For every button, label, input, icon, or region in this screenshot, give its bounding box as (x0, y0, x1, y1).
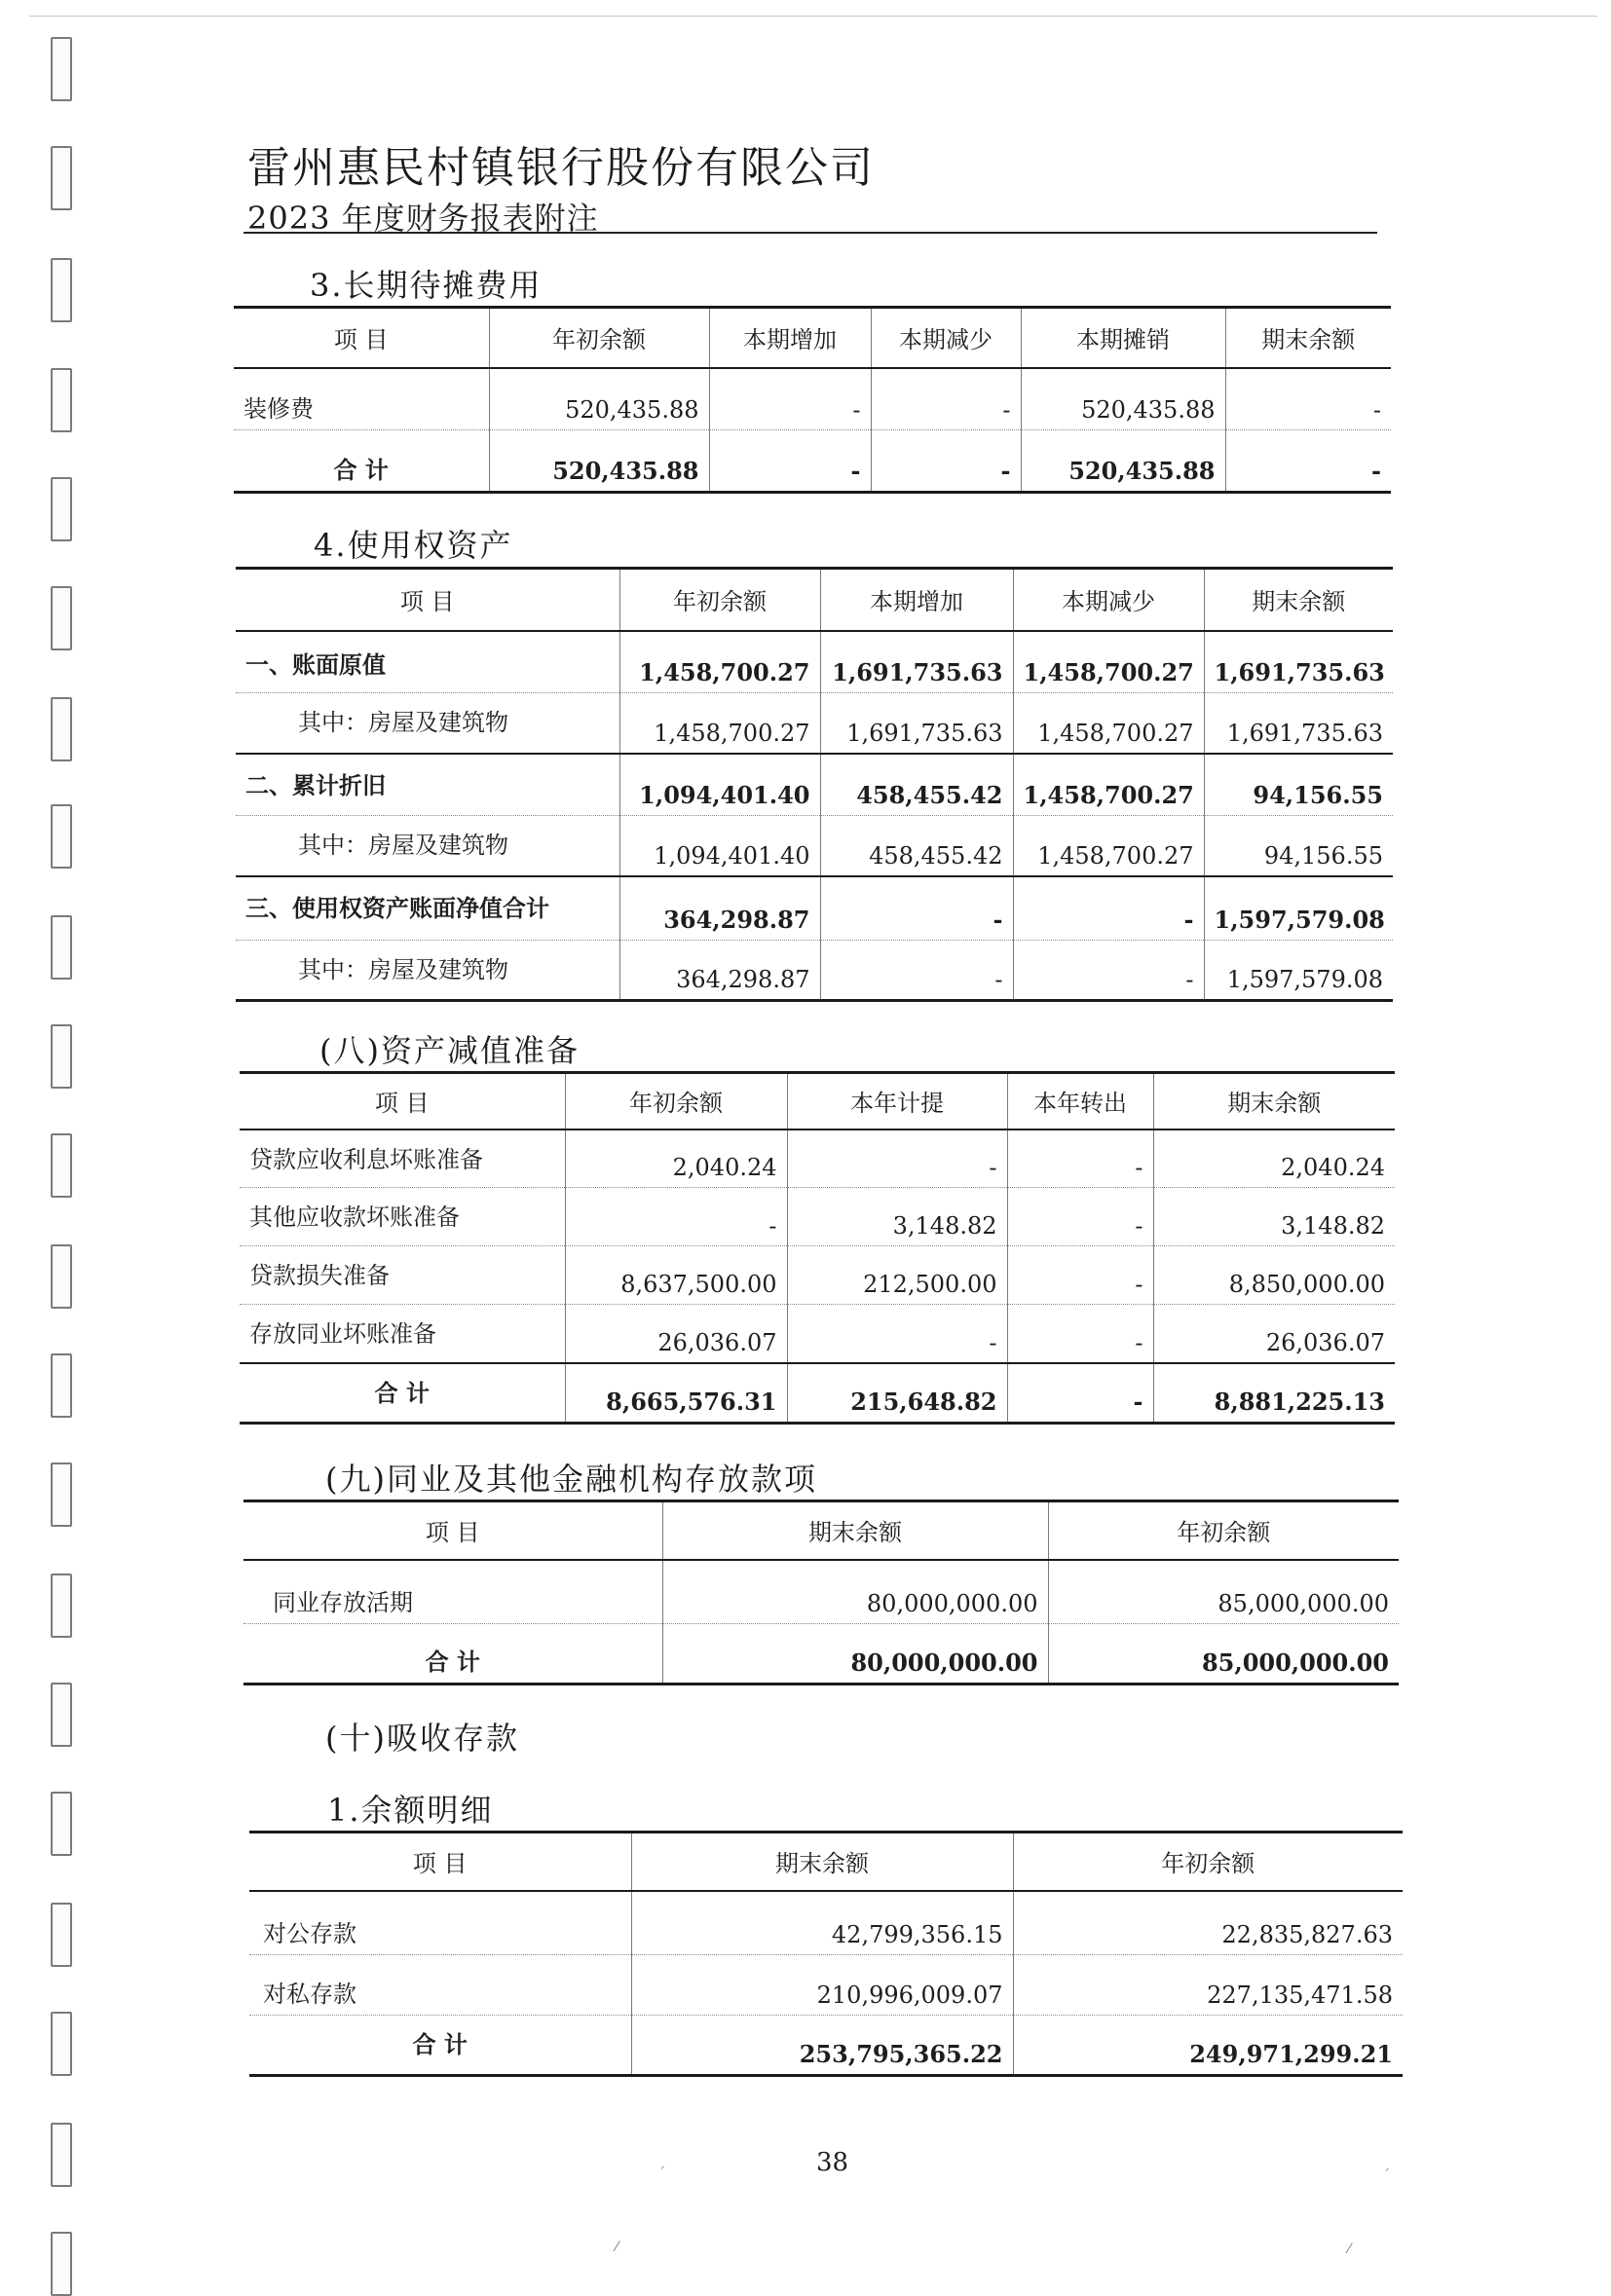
cell-value: 80,000,000.00 (662, 1624, 1048, 1685)
row-label: 其中：房屋及建筑物 (236, 693, 619, 754)
cell-value: 1,458,700.27 (619, 631, 820, 693)
row-label: 对私存款 (249, 1955, 631, 2016)
table-long-term-prepaid (234, 306, 1391, 494)
cell-value: 1,458,700.27 (619, 693, 820, 754)
row-label: 合 计 (244, 1624, 662, 1685)
col-header: 本期增加 (709, 308, 871, 368)
row-label: 装修费 (234, 368, 489, 430)
table-row (249, 1891, 1403, 1955)
col-header: 本期减少 (1013, 569, 1204, 631)
cell-value: 94,156.55 (1204, 816, 1393, 876)
binding-hole (51, 1463, 72, 1527)
cell-value: - (709, 430, 871, 493)
row-label: 其中：房屋及建筑物 (236, 816, 619, 876)
cell-value: 458,455.42 (820, 754, 1013, 816)
col-header: 期末余额 (662, 1501, 1048, 1560)
cell-value: 8,850,000.00 (1153, 1246, 1395, 1305)
row-label: 对公存款 (249, 1891, 631, 1955)
col-header: 本期减少 (871, 308, 1021, 368)
col-header: 年初余额 (1048, 1501, 1399, 1560)
total-row (240, 1363, 1395, 1424)
cell-value: - (565, 1188, 787, 1246)
table-row (236, 631, 1393, 693)
table-row (240, 1188, 1395, 1246)
binding-hole (51, 697, 72, 761)
col-header: 项 目 (240, 1073, 565, 1129)
row-label: 贷款损失准备 (240, 1246, 565, 1305)
cell-value: - (820, 876, 1013, 941)
cell-value: - (1225, 368, 1391, 430)
table-row (236, 941, 1393, 1001)
section-title-right-of-use-assets: 4.使用权资产 (314, 527, 513, 564)
cell-value: 227,135,471.58 (1013, 1955, 1403, 2016)
cell-value: 1,094,401.40 (619, 816, 820, 876)
binding-hole (51, 1133, 72, 1198)
row-label: 贷款应收利息坏账准备 (240, 1129, 565, 1188)
cell-value: 458,455.42 (820, 816, 1013, 876)
cell-value: 1,458,700.27 (1013, 631, 1204, 693)
cell-value: - (1007, 1363, 1153, 1424)
cell-value: 80,000,000.00 (662, 1560, 1048, 1624)
row-label: 一、账面原值 (236, 631, 619, 693)
table-row (236, 693, 1393, 754)
binding-hole (51, 477, 72, 541)
cell-value: 520,435.88 (1021, 368, 1225, 430)
cell-value: 520,435.88 (489, 368, 709, 430)
cell-value: 85,000,000.00 (1048, 1624, 1399, 1685)
cell-value: 22,835,827.63 (1013, 1891, 1403, 1955)
table-row (236, 816, 1393, 876)
cell-value: 520,435.88 (1021, 430, 1225, 493)
cell-value: 8,881,225.13 (1153, 1363, 1395, 1424)
row-label: 二、累计折旧 (236, 754, 619, 816)
binding-hole (51, 804, 72, 869)
cell-value: 8,665,576.31 (565, 1363, 787, 1424)
cell-value: 210,996,009.07 (631, 1955, 1013, 2016)
col-header: 期末余额 (1153, 1073, 1395, 1129)
col-header: 本年计提 (787, 1073, 1007, 1129)
binding-hole (51, 368, 72, 432)
cell-value: 212,500.00 (787, 1246, 1007, 1305)
table-deposit-balances (249, 1831, 1403, 2077)
row-label: 同业存放活期 (244, 1560, 662, 1624)
binding-hole (51, 146, 72, 210)
table-row (240, 1129, 1395, 1188)
total-row (249, 2016, 1403, 2076)
scan-mark: ˊ (658, 2166, 665, 2181)
cell-value: 253,795,365.22 (631, 2016, 1013, 2076)
cell-value: 1,691,735.63 (820, 631, 1013, 693)
cell-value: - (1007, 1305, 1153, 1363)
cell-value: 1,458,700.27 (1013, 693, 1204, 754)
col-header: 项 目 (236, 569, 619, 631)
section-title-long-term-prepaid: 3.长期待摊费用 (310, 267, 543, 304)
cell-value: - (871, 430, 1021, 493)
scan-mark: ⁄ (1348, 2241, 1351, 2257)
header-rule (244, 232, 1377, 234)
table-right-of-use-assets (236, 567, 1393, 1002)
cell-value: - (1007, 1246, 1153, 1305)
cell-value: - (709, 368, 871, 430)
cell-value: 520,435.88 (489, 430, 709, 493)
cell-value: 1,458,700.27 (1013, 754, 1204, 816)
cell-value: - (787, 1305, 1007, 1363)
table-row (244, 1560, 1399, 1624)
cell-value: 3,148.82 (787, 1188, 1007, 1246)
binding-hole (51, 586, 72, 650)
row-label: 其他应收款坏账准备 (240, 1188, 565, 1246)
cell-value: - (1225, 430, 1391, 493)
scan-mark: ˊ (1383, 2167, 1390, 2183)
table-row (236, 876, 1393, 941)
col-header: 项 目 (249, 1833, 631, 1891)
cell-value: - (1007, 1188, 1153, 1246)
cell-value: 215,648.82 (787, 1363, 1007, 1424)
cell-value: 26,036.07 (1153, 1305, 1395, 1363)
cell-value: 2,040.24 (565, 1129, 787, 1188)
cell-value: 42,799,356.15 (631, 1891, 1013, 1955)
cell-value: 1,597,579.08 (1204, 876, 1393, 941)
total-row (234, 430, 1391, 493)
cell-value: 1,691,735.63 (1204, 693, 1393, 754)
binding-hole (51, 2232, 72, 2296)
total-row (244, 1624, 1399, 1685)
cell-value: 94,156.55 (1204, 754, 1393, 816)
row-label: 其中：房屋及建筑物 (236, 941, 619, 1001)
col-header: 项 目 (244, 1501, 662, 1560)
binding-hole (51, 1574, 72, 1638)
table-impairment (240, 1071, 1395, 1425)
scan-top-edge (29, 16, 1597, 17)
cell-value: 1,691,735.63 (1204, 631, 1393, 693)
row-label: 三、使用权资产账面净值合计 (236, 876, 619, 941)
cell-value: 8,637,500.00 (565, 1246, 787, 1305)
cell-value: 3,148.82 (1153, 1188, 1395, 1246)
scan-mark: ⁄ (616, 2240, 618, 2255)
binding-hole (51, 1244, 72, 1309)
page-number: 38 (816, 2148, 849, 2177)
company-name: 雷州惠民村镇银行股份有限公司 (247, 143, 875, 193)
table-row (234, 368, 1391, 430)
col-header: 期末余额 (1225, 308, 1391, 368)
col-header: 年初余额 (489, 308, 709, 368)
row-label: 合 计 (234, 430, 489, 493)
cell-value: - (1013, 876, 1204, 941)
cell-value: 1,094,401.40 (619, 754, 820, 816)
binding-hole (51, 1903, 72, 1967)
table-interbank-deposits (244, 1500, 1399, 1685)
cell-value: 249,971,299.21 (1013, 2016, 1403, 2076)
binding-hole (51, 2012, 72, 2076)
table-row (240, 1305, 1395, 1363)
col-header: 本期摊销 (1021, 308, 1225, 368)
col-header: 期末余额 (1204, 569, 1393, 631)
col-header: 项 目 (234, 308, 489, 368)
binding-hole (51, 1683, 72, 1747)
col-header: 期末余额 (631, 1833, 1013, 1891)
col-header: 年初余额 (1013, 1833, 1403, 1891)
binding-holes (43, 0, 82, 2278)
binding-hole (51, 1353, 72, 1418)
row-label: 合 计 (249, 2016, 631, 2076)
row-label: 存放同业坏账准备 (240, 1305, 565, 1363)
col-header: 本期增加 (820, 569, 1013, 631)
cell-value: 1,691,735.63 (820, 693, 1013, 754)
col-header: 年初余额 (619, 569, 820, 631)
cell-value: 1,597,579.08 (1204, 941, 1393, 1001)
binding-hole (51, 915, 72, 980)
cell-value: 26,036.07 (565, 1305, 787, 1363)
table-row (249, 1955, 1403, 2016)
section-title-deposits: (十)吸收存款 (325, 1720, 519, 1757)
section-title-balance-details: 1.余额明细 (327, 1792, 494, 1829)
cell-value: - (1007, 1129, 1153, 1188)
binding-hole (51, 1024, 72, 1089)
binding-hole (51, 258, 72, 322)
table-row (236, 754, 1393, 816)
cell-value: 364,298.87 (619, 876, 820, 941)
table-row (240, 1246, 1395, 1305)
col-header: 本年转出 (1007, 1073, 1153, 1129)
binding-hole (51, 1792, 72, 1856)
section-title-interbank-deposits: (九)同业及其他金融机构存放款项 (325, 1461, 817, 1498)
col-header: 年初余额 (565, 1073, 787, 1129)
cell-value: 85,000,000.00 (1048, 1560, 1399, 1624)
cell-value: 1,458,700.27 (1013, 816, 1204, 876)
binding-hole (51, 37, 72, 101)
cell-value: 2,040.24 (1153, 1129, 1395, 1188)
cell-value: - (787, 1129, 1007, 1188)
row-label: 合 计 (240, 1363, 565, 1424)
report-subtitle: 2023 年度财务报表附注 (247, 200, 599, 237)
cell-value: - (820, 941, 1013, 1001)
binding-hole (51, 2123, 72, 2187)
cell-value: 364,298.87 (619, 941, 820, 1001)
cell-value: - (871, 368, 1021, 430)
cell-value: - (1013, 941, 1204, 1001)
section-title-impairment: (八)资产减值准备 (319, 1032, 580, 1069)
